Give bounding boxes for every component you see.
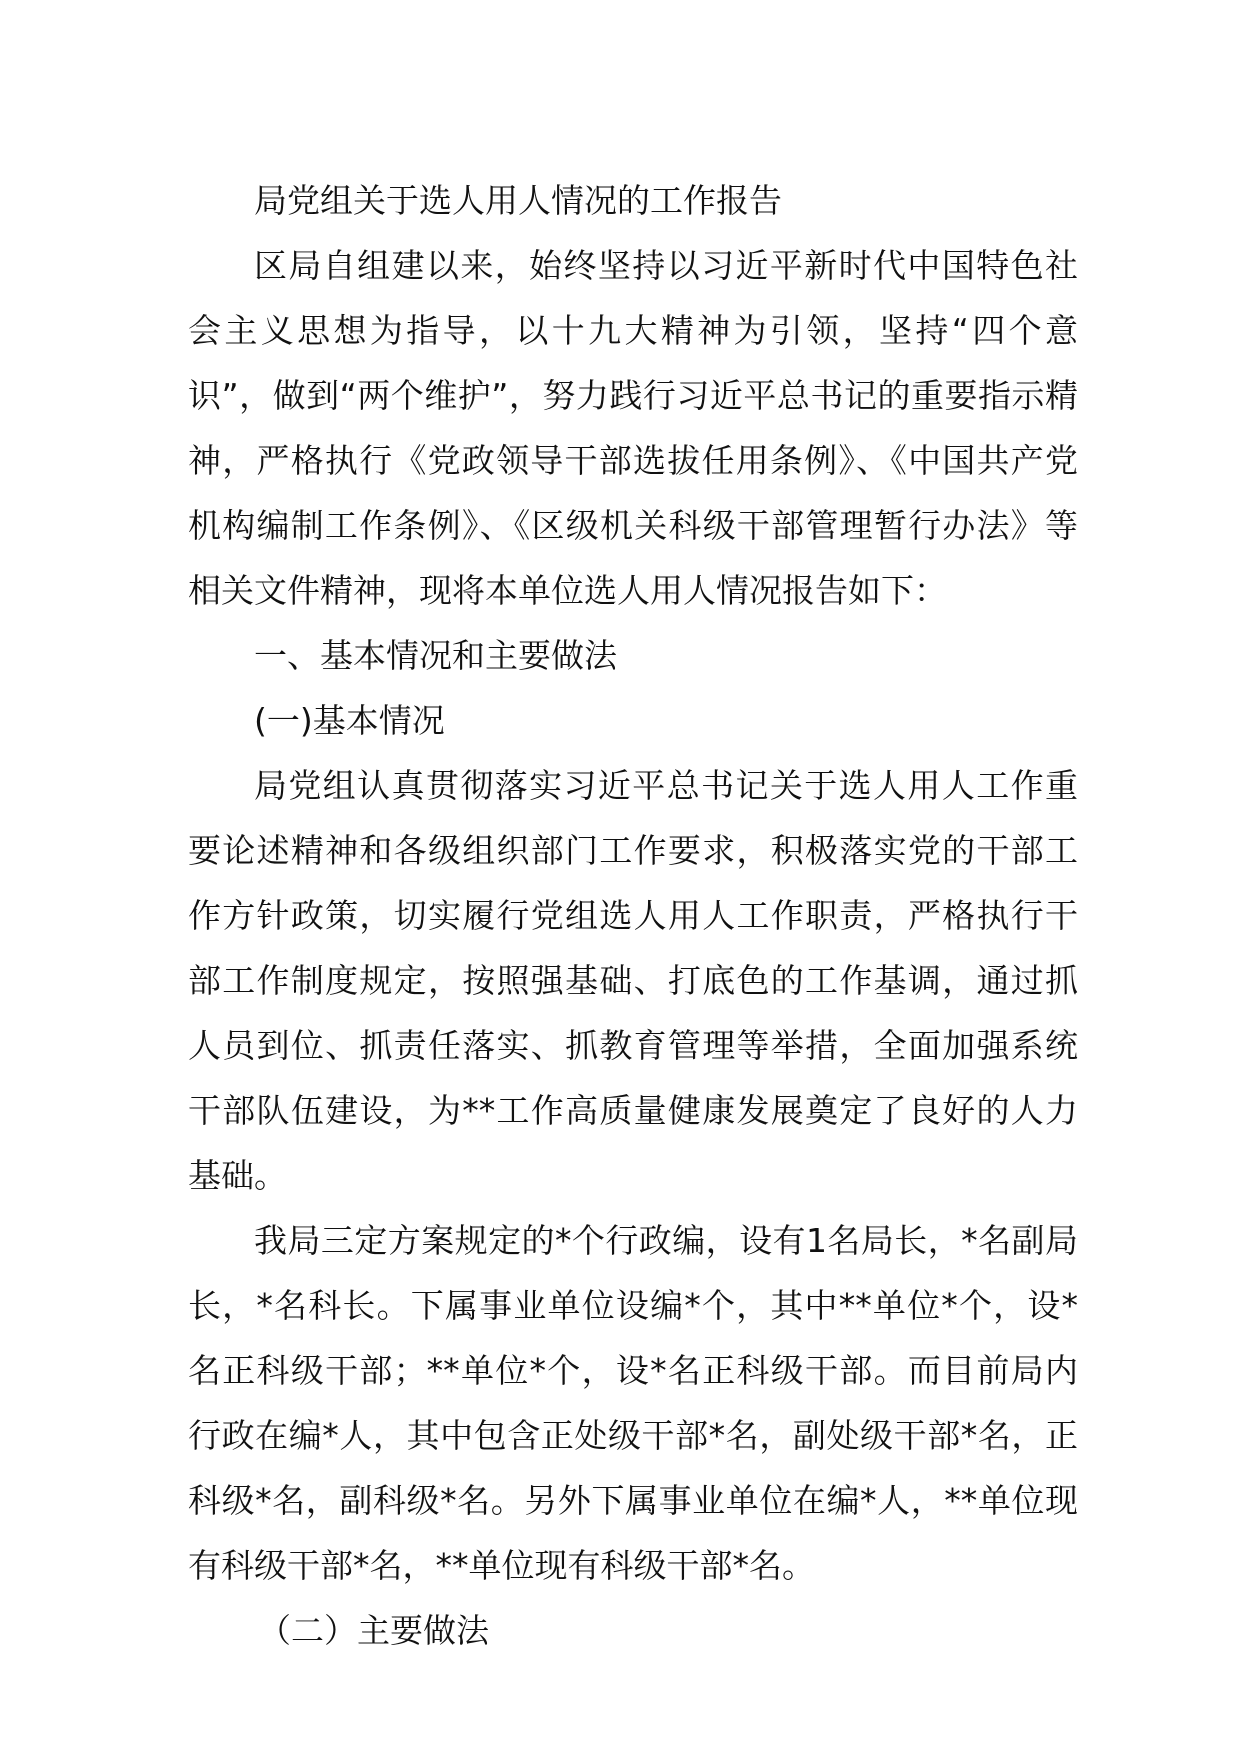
- intro-paragraph: 区局自组建以来，始终坚持以习近平新时代中国特色社会主义思想为指导，以十九大精神为引领，坚持“四个意识”，做到“两个维护”，努力践行习近平总书记的重要指示精神，严格执行《党政领导干部选拔任用条例》、《中国共产党机构编制工作条例》、《区级机关科级干部管理暂行办法》等相关文件精神，现将本单位选人用人情况报告如下：: [188, 246, 1078, 610]
- document-page: [188, 168, 1078, 1663]
- section-1-heading: 一、基本情况和主要做法: [254, 636, 617, 675]
- basic-situation-paragraph-1: 局党组认真贯彻落实习近平总书记关于选人用人工作重要论述精神和各级组织部门工作要求，积极落实党的干部工作方针政策，切实履行党组选人用人工作职责，严格执行干部工作制度规定，按照强基础、打底色的工作基调，通过抓人员到位、抓责任落实、抓教育管理等举措，全面加强系统干部队伍建设，为**工作高质量健康发展奠定了良好的人力基础。: [188, 766, 1078, 1195]
- subsection-1-heading: (一)基本情况: [254, 701, 445, 740]
- subsection-2-heading: （二）主要做法: [258, 1611, 489, 1650]
- basic-situation-paragraph-2: 我局三定方案规定的*个行政编，设有1名局长，*名副局长，*名科长。下属事业单位设编*个，其中**单位*个，设*名正科级干部；**单位*个，设*名正科级干部。而目前局内行政在编*人，其中包含正处级干部*名，副处级干部*名，正科级*名，副科级*名。另外下属事业单位在编*人，**单位现有科级干部*名，**单位现有科级干部*名。: [188, 1221, 1078, 1585]
- report-title: 局党组关于选人用人情况的工作报告: [254, 181, 782, 220]
